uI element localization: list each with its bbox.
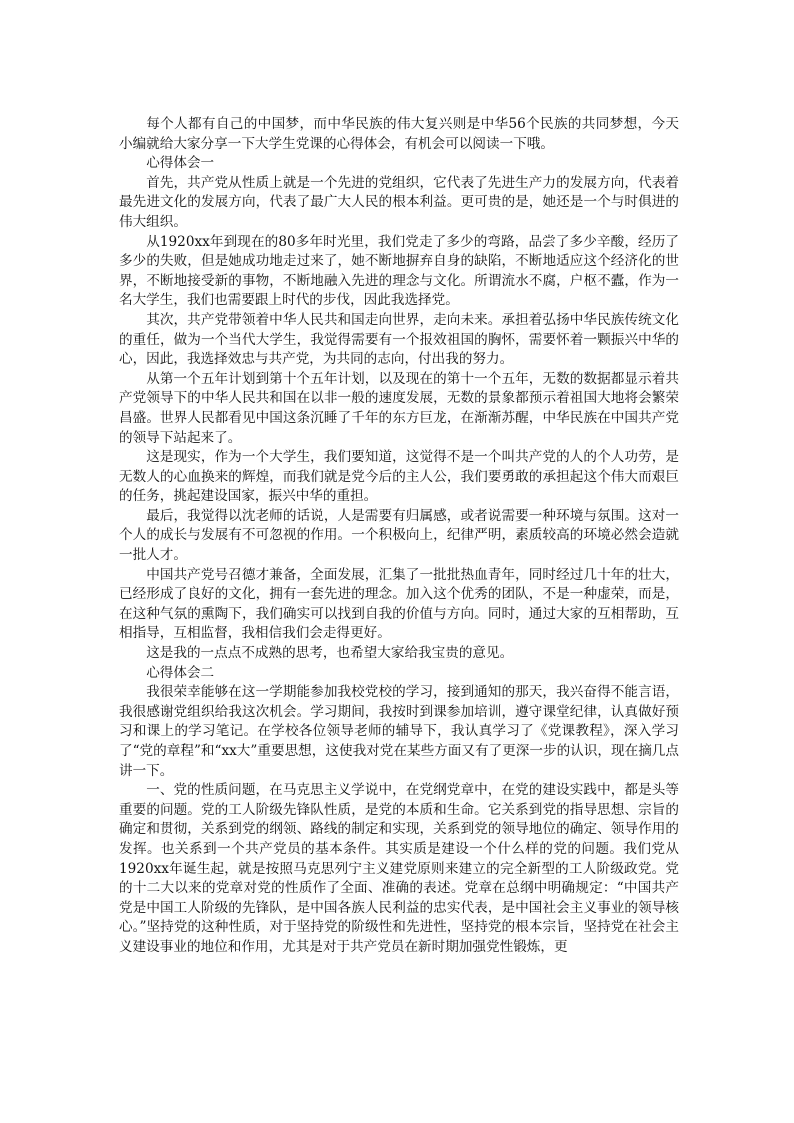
paragraph: 这是现实，作为一个大学生，我们要知道，这觉得不是一个叫共产党的人的个人功劳，是无数人的心血换来的辉煌，而我们就是党今后的主人公，我们要勇敢的承担起这个伟大而艰巨的任务，挑起建设国家，振兴中华的重担。 xyxy=(119,449,679,505)
paragraph: 中国共产党号召德才兼备，全面发展，汇集了一批批热血青年，同时经过几十年的壮大，已经形成了良好的文化，拥有一套先进的理念。加入这个优秀的团队，不是一种虚荣，而是，在这种气氛的熏陶下，我们确实可以找到自我的价值与方向。同时，通过大家的互相帮助，互相指导，互相监督，我相信我们会走得更好。 xyxy=(119,566,679,642)
paragraph: 我很荣幸能够在这一学期能参加我校党校的学习，接到通知的那天，我兴奋得不能言语，我很感谢党组织给我这次机会。学习期间，我按时到课参加培训，遵守课堂纪律，认真做好预习和课上的学习笔记。在学校各位领导老师的辅导下，我认真学习了《党课教程》，深入学习了“党的章程”和“xx大”重要思想，这使我对党在某些方面又有了更深一步的认识，现在摘几点讲一下。 xyxy=(119,684,679,779)
document-page xyxy=(119,115,679,958)
paragraph: 首先，共产党从性质上就是一个先进的党组织，它代表了先进生产力的发展方向，代表着最先进文化的发展方向，代表了最广大人民的根本利益。更可贵的是，她还是一个与时俱进的伟大组织。 xyxy=(119,174,679,230)
paragraph: 最后，我觉得以沈老师的话说，人是需要有归属感，或者说需要一种环境与氛围。这对一个人的成长与发展有不可忽视的作用。一个积极向上，纪律严明，素质较高的环境必然会造就一批人才。 xyxy=(119,507,679,564)
paragraph: 这是我的一点点不成熟的思考，也希望大家给我宝贵的意见。 xyxy=(146,645,514,662)
paragraph: 其次，共产党带领着中华人民共和国走向世界，走向未来。承担着弘扬中华民族传统文化的重任，做为一个当代大学生，我觉得需要有一个报效祖国的胸怀，需要怀着一颗振兴中华的心，因此，我选择效忠与共产党，为共同的志向，付出我的努力。 xyxy=(119,311,679,368)
section-heading-1: 心得体会一 xyxy=(146,155,215,172)
intro-paragraph: 每个人都有自己的中国梦，而中华民族的伟大复兴则是中华56个民族的共同梦想，今天小编就给大家分享一下大学生党课的心得体会，有机会可以阅读一下哦。 xyxy=(119,116,679,152)
paragraph: 从第一个五年计划到第十个五年计划，以及现在的第十一个五年，无数的数据都显示着共产党领导下的中华人民共和国在以非一般的速度发展，无数的景象都预示着祖国大地将会繁荣昌盛。世界人民都看见中国这条沉睡了千年的东方巨龙，在渐渐苏醒，中华民族在中国共产党的领导下站起来了。 xyxy=(119,370,679,446)
paragraph: 一、党的性质问题，在马克思主义学说中，在党纲党章中，在党的建设实践中，都是头等重要的问题。党的工人阶级先锋队性质，是党的本质和生命。它关系到党的指导思想、宗旨的确定和贯彻，关系到党的纲领、路线的制定和实现，关系到党的领导地位的确定、领导作用的发挥。也关系到一个共产党员的基本条件。其实质是建设一个什么样的党的问题。我们党从1920xx年诞生起，就是按照马克思列宁主义建党原则来建立的完全新型的工人阶级政党。党的十二大以来的党章对党的性质作了全面、准确的表述。党章在总纲中明确规定：“中国共产党是中国工人阶级的先锋队，是中国各族人民利益的忠实代表，是中国社会主义事业的领导核心。”坚持党的这种性质，对于坚持党的阶级性和先进性，坚持党的根本宗旨，坚持党在社会主义建设事业的地位和作用，尤其是对于共产党员在新时期加强党性锻炼，更 xyxy=(119,782,679,955)
paragraph: 从1920xx年到现在的80多年时光里，我们党走了多少的弯路，品尝了多少辛酸，经历了多少的失败，但是她成功地走过来了，她不断地摒弃自身的缺陷，不断地适应这个经济化的世界，不断地接受新的事物，不断地融入先进的理念与文化。所谓流水不腐，户枢不蠹，作为一名大学生，我们也需要跟上时代的步伐，因此我选择党。 xyxy=(119,233,679,309)
section-heading-2: 心得体会二 xyxy=(146,664,215,681)
